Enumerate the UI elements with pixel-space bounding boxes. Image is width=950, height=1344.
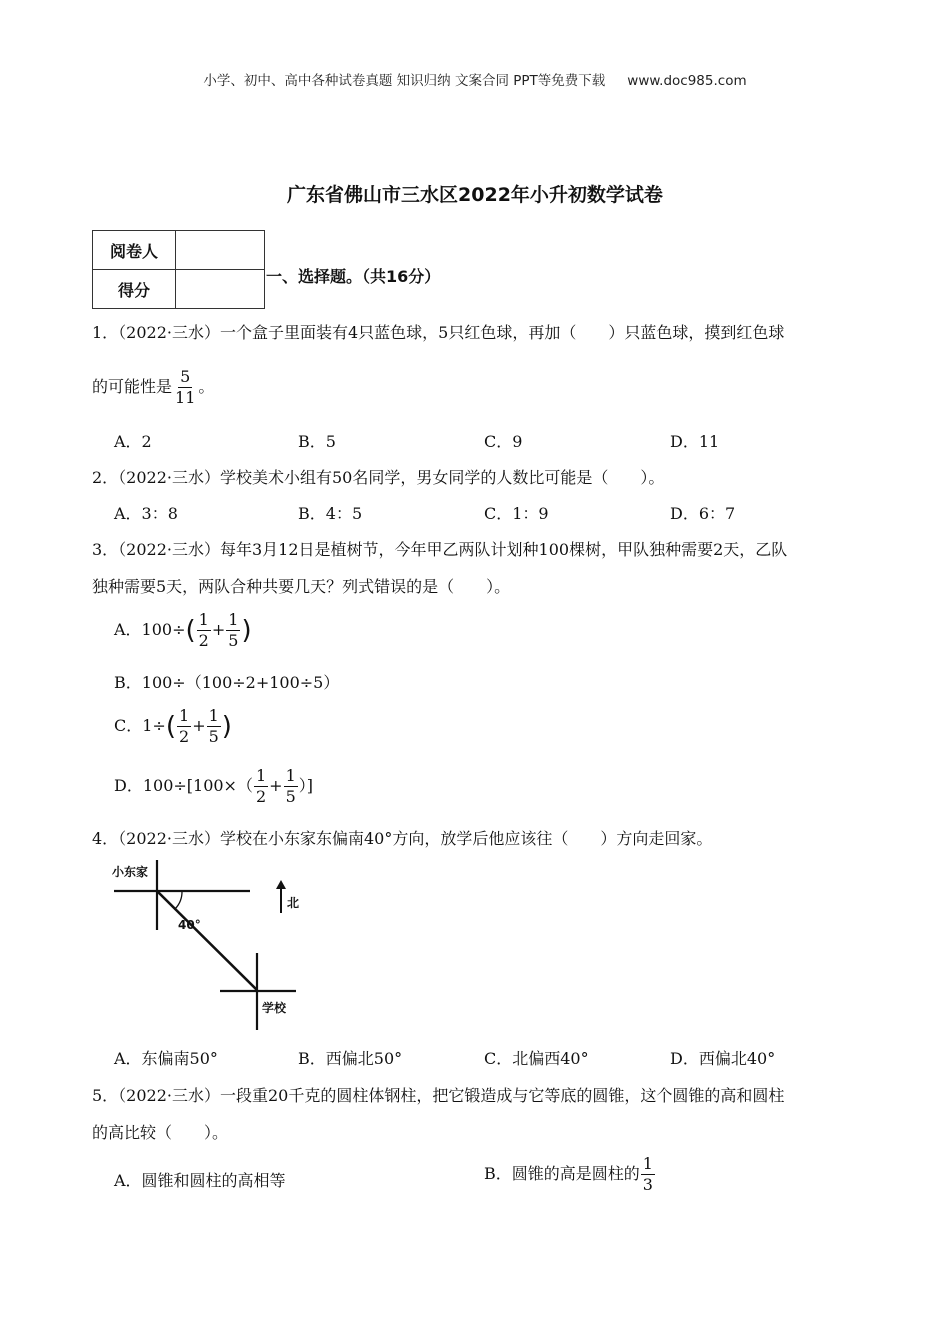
q5-option-b-prefix: B．圆锥的高是圆柱的	[484, 1164, 640, 1183]
q1-line2	[92, 369, 214, 406]
q5-line2: 的高比较（ ）。	[92, 1123, 229, 1142]
q3-a-plus: +	[211, 620, 226, 639]
q5-option-b[interactable]	[484, 1156, 656, 1193]
angle-arc	[175, 891, 182, 909]
page-header	[0, 69, 950, 89]
q3-a-frac1: $\frac{1}{2}$	[198, 610, 209, 650]
q3-a-frac2: $\frac{1}{5}$	[228, 610, 239, 650]
q5-b-frac: $\frac{1}{3}$	[642, 1154, 653, 1194]
q3-d-frac1: $\frac{1}{2}$	[255, 766, 267, 806]
q1-option-d[interactable]: D．11	[670, 432, 720, 451]
path-line	[157, 891, 257, 990]
q3-c-rparen: )	[221, 711, 232, 742]
q3-option-d-suffix: ）]	[298, 776, 313, 795]
q1-line1: 1．（2022·三水）一个盒子里面装有4只蓝色球，5只红色球，再加（ ）只蓝色球，摸到红色球	[92, 323, 785, 342]
q1-option-a[interactable]: A．2	[114, 432, 152, 451]
section-heading: 一、选择题。（共16分）	[266, 267, 441, 286]
q3-c-lparen: (	[165, 711, 176, 742]
q3-option-d[interactable]	[114, 768, 313, 805]
q4-option-a[interactable]: A．东偏南50°	[114, 1049, 218, 1068]
q3-line1: 3．（2022·三水）每年3月12日是植树节，今年甲乙两队计划种100棵树，甲队独种需要2天，乙队	[92, 540, 788, 559]
q4-option-c[interactable]: C．北偏西40°	[484, 1049, 589, 1068]
direction-diagram	[110, 858, 310, 1033]
reviewer-label: 阅卷人	[93, 231, 176, 270]
header-site[interactable]: www.doc985.com	[627, 73, 747, 89]
q3-option-c[interactable]	[114, 708, 232, 745]
q3-a-lparen: (	[185, 615, 196, 646]
q3-c-frac1: $\frac{1}{2}$	[179, 706, 190, 746]
north-label: 北	[287, 896, 300, 910]
q3-d-plus: +	[269, 776, 283, 795]
q2-text: 2．（2022·三水）学校美术小组有50名同学，男女同学的人数比可能是（ ）。	[92, 468, 665, 487]
q1-frac-num: 5	[180, 367, 191, 386]
q1-line2-suffix: 。	[198, 377, 215, 396]
q3-option-d-prefix: D．100÷[100×（	[114, 776, 253, 795]
q5-line1: 5．（2022·三水）一段重20千克的圆柱体钢柱，把它锻造成与它等底的圆锥，这个圆锥的高和圆柱	[92, 1086, 785, 1105]
q3-d-frac2: $\frac{1}{5}$	[285, 766, 296, 806]
score-label: 得分	[93, 270, 176, 309]
school-label: 学校	[262, 1001, 287, 1015]
q3-line2: 独种需要5天，两队合种共要几天？列式错误的是（ ）。	[92, 577, 511, 596]
header-text: 小学、初中、高中各种试卷真题 知识归纳 文案合同 PPT等免费下载	[203, 73, 606, 89]
q5-option-a[interactable]: A．圆锥和圆柱的高相等	[114, 1171, 286, 1190]
q1-option-c[interactable]: C．9	[484, 432, 523, 451]
angle-label: 40°	[178, 918, 201, 932]
q2-option-d[interactable]: D．6：7	[670, 504, 736, 523]
q4-text: 4．（2022·三水）学校在小东家东偏南40°方向，放学后他应该往（ ）方向走回家。	[92, 829, 713, 848]
q3-c-frac2: $\frac{1}{5}$	[208, 706, 219, 746]
q3-option-b[interactable]: B．100÷（100÷2+100÷5）	[114, 673, 340, 692]
reviewer-value	[176, 231, 265, 270]
q1-line2-prefix: 的可能性是	[92, 377, 173, 396]
q3-option-a-prefix: A．100÷	[114, 620, 186, 639]
q3-option-a[interactable]	[114, 612, 252, 649]
q1-fraction	[173, 369, 197, 406]
q3-c-plus: +	[192, 716, 206, 735]
score-table	[92, 230, 265, 309]
home-label: 小东家	[112, 865, 149, 879]
q3-option-c-prefix: C．1÷	[114, 716, 166, 735]
q1-frac-den: 11	[175, 388, 196, 407]
q2-option-a[interactable]: A．3：8	[114, 504, 178, 523]
exam-title: 广东省佛山市三水区2022年小升初数学试卷	[287, 184, 663, 206]
q2-option-c[interactable]: C．1：9	[484, 504, 549, 523]
q4-option-d[interactable]: D．西偏北40°	[670, 1049, 776, 1068]
q4-option-b[interactable]: B．西偏北50°	[298, 1049, 403, 1068]
q1-option-b[interactable]: B．5	[298, 432, 336, 451]
score-value	[176, 270, 265, 309]
north-arrow-head	[276, 880, 286, 889]
q2-option-b[interactable]: B．4：5	[298, 504, 363, 523]
q3-a-rparen: )	[241, 615, 252, 646]
